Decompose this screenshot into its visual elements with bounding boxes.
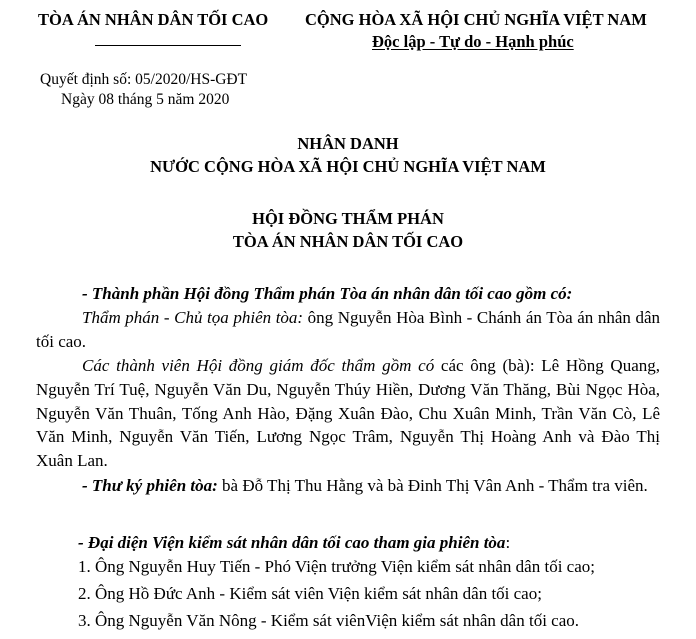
procuracy-heading: [36, 531, 660, 555]
composition-heading-text: - Thành phần Hội đồng Thẩm phán Tòa án nhân dân tối cao gồm có:: [82, 284, 573, 303]
court-name: TÒA ÁN NHÂN DÂN TỐI CAO: [38, 10, 269, 29]
council-heading: HỘI ĐỒNG THẨM PHÁN: [252, 209, 444, 228]
list-item: [36, 555, 660, 579]
procuracy-colon: :: [505, 533, 511, 552]
list-item: [36, 582, 660, 606]
nhan-danh-heading: NHÂN DANH: [297, 134, 399, 153]
court-name-underline: [95, 45, 241, 46]
list-item: [36, 609, 660, 633]
members-label: Các thành viên Hội đồng giám đốc thẩm gồm có: [82, 356, 435, 375]
presiding-judge-paragraph: [36, 306, 660, 354]
decision-date: Ngày 08 tháng 5 năm 2020: [61, 91, 230, 108]
procuracy-member-2: 2. Ông Hồ Đức Anh - Kiểm sát viên Viện kiểm sát nhân dân tối cao;: [78, 584, 542, 603]
republic-title: CỘNG HÒA XÃ HỘI CHỦ NGHĨA VIỆT NAM: [305, 10, 647, 29]
procuracy-heading-text: - Đại diện Viện kiểm sát nhân dân tối cao tham gia phiên tòa: [78, 533, 506, 552]
presiding-text: ông Nguyễn Hòa Bình - Chánh án Tòa án nhân dân tối cao.: [36, 308, 660, 351]
decision-number: Quyết định số: 05/2020/HS-GĐT: [40, 71, 248, 88]
procuracy-member-3: 3. Ông Nguyễn Văn Nông - Kiểm sát viênViện kiểm sát nhân dân tối cao.: [78, 611, 580, 630]
court-heading: TÒA ÁN NHÂN DÂN TỐI CAO: [232, 232, 464, 251]
procuracy-member-1: 1. Ông Nguyễn Huy Tiến - Phó Viện trưởng Viện kiểm sát nhân dân tối cao;: [78, 557, 595, 576]
secretary-paragraph: [36, 474, 660, 498]
members-paragraph: [36, 354, 660, 473]
secretary-text: bà Đỗ Thị Thu Hằng và bà Đinh Thị Vân Anh - Thẩm tra viên.: [217, 476, 648, 495]
nation-heading: NƯỚC CỘNG HÒA XÃ HỘI CHỦ NGHĨA VIỆT NAM: [150, 157, 546, 176]
national-motto: [372, 32, 574, 52]
composition-heading: [36, 282, 660, 306]
secretary-label: - Thư ký phiên tòa:: [82, 476, 218, 495]
presiding-label: Thẩm phán - Chủ tọa phiên tòa:: [82, 308, 304, 327]
motto-text: Độc lập - Tự do - Hạnh phúc: [372, 32, 574, 51]
members-text: các ông (bà): Lê Hồng Quang, Nguyễn Trí Tuệ, Nguyễn Văn Du, Nguyễn Thúy Hiền, Dương Văn Thăng, Bùi Ngọc Hòa, Nguyễn Văn Thuân, Tống Anh Hào, Đặng Xuân Đào, Chu Xuân Minh, Trần Văn Cò, Lê Văn Minh, Nguyễn Văn Tiến, Lương Ngọc Trâm, Nguyễn Thị Hoàng Anh và Đào Thị Xuân Lan.: [36, 356, 660, 471]
